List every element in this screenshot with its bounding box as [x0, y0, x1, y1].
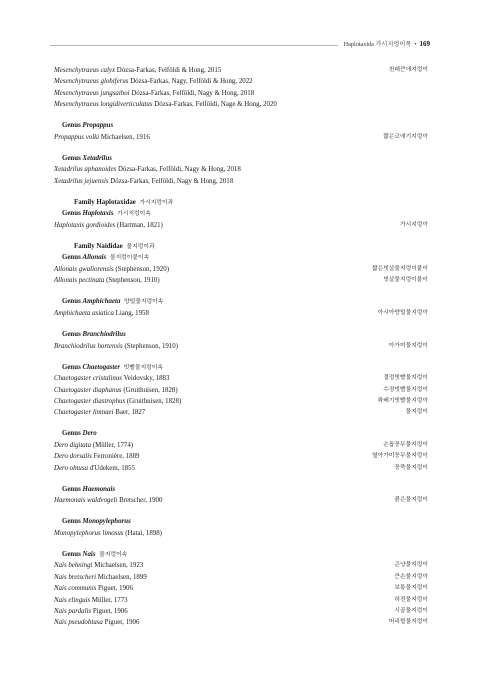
family-name: Family Haplotaxidae — [74, 198, 136, 206]
korean-common-name: 꽈배기빗빨물지렁이 — [377, 397, 428, 404]
header-rule — [50, 45, 338, 46]
species-entry — [54, 132, 428, 143]
author-citation: Michaelsen, 1916 — [100, 133, 150, 141]
genus-korean-name: 물지렁이속 — [99, 551, 128, 558]
korean-common-name: 가시지렁이 — [400, 221, 428, 228]
scientific-name: Haemonais waldvogeli — [54, 497, 118, 505]
genus-heading — [54, 120, 428, 132]
species-entry — [54, 528, 428, 539]
scientific-name: Haplotaxis gordioides — [54, 221, 116, 229]
author-citation: d'Udekem, 1855 — [89, 464, 136, 472]
author-citation: Dózsa-Farkas, Felföldi, Nagy & Hong, 2018 — [131, 89, 255, 97]
genus-name: Branchiodrilus — [82, 331, 126, 339]
species-entry — [54, 65, 428, 76]
scientific-name: Chaetogaster limnaei — [54, 409, 114, 417]
author-citation: (Müller, 1774) — [92, 441, 134, 449]
species-entry — [54, 220, 428, 231]
scientific-name: Mesenchytraeus globiferus — [54, 78, 129, 86]
species-entry — [54, 275, 428, 286]
genus-korean-name: 물지렁이붙이속 — [109, 255, 150, 262]
author-citation: (Hatai, 1898) — [125, 529, 162, 537]
section-spacer — [54, 187, 428, 197]
korean-common-name: 아가미물지렁이 — [388, 342, 428, 349]
author-citation: Müller, 1773 — [91, 596, 128, 604]
korean-common-name: 천래큰애지렁이 — [388, 67, 428, 73]
korean-common-name: 시골물지렁이 — [394, 608, 428, 615]
korean-common-name: 곤냥물지렁이 — [394, 562, 428, 569]
family-name: Family Naididae — [74, 242, 123, 250]
author-citation: Michaelsen, 1899 — [97, 573, 147, 581]
genus-name: Nais — [82, 550, 96, 558]
genus-name: Haemonais — [82, 485, 116, 493]
korean-common-name: 빗살물지렁이붙이 — [383, 277, 428, 284]
genus-name: Chaetogaster — [82, 363, 121, 371]
korean-common-name: 꽁뚝물지렁이 — [394, 464, 428, 471]
scientific-name: Xetadrilus jejuensis — [54, 177, 109, 185]
species-entry — [54, 617, 428, 628]
family-korean-name: 물지렁이과 — [126, 243, 155, 250]
genus-label: Genus — [62, 430, 81, 438]
scientific-name: Propappus volki — [54, 133, 100, 141]
author-citation: (Gruithuisen, 1828) — [123, 386, 178, 394]
genus-label: Genus — [62, 550, 81, 558]
genus-heading — [54, 296, 428, 308]
korean-common-name: 옆아가미꽁무물지렁이 — [372, 453, 428, 460]
korean-common-name: 보통물지렁이 — [394, 585, 428, 592]
author-citation: Ferronière, 1889 — [93, 453, 140, 461]
genus-heading — [54, 428, 428, 440]
korean-common-name: 머리털물지렁이 — [388, 619, 428, 626]
korean-common-name: 결정빗빨물지렁이 — [383, 375, 428, 382]
author-citation: (Stephenson, 1910) — [106, 277, 160, 285]
genus-label: Genus — [62, 154, 81, 162]
korean-common-name: 허전물지렁이 — [394, 596, 428, 603]
scientific-name: Mesenchytraeus longidiverticulatus — [54, 101, 153, 109]
scientific-name: Mesenchytraeus calyx — [54, 67, 116, 74]
author-citation: Dózsa-Farkas, Felföldi, Nage & Hong, 2020 — [154, 101, 277, 109]
header-section-title: Haplotaxida 가시지렁이목 — [343, 41, 412, 48]
genus-heading — [54, 329, 428, 341]
genus-name: Propappus — [82, 122, 114, 130]
section-spacer — [54, 539, 428, 549]
scientific-name: Xetadrilus aphanoides — [54, 166, 117, 174]
section-spacer — [54, 143, 428, 153]
scientific-name: Nais communis — [54, 585, 97, 593]
species-entry — [54, 88, 428, 99]
korean-common-name: 수정빗빨물지렁이 — [383, 386, 428, 393]
korean-common-name: 짧은빗살물지렁이붙이 — [372, 266, 428, 273]
scientific-name: Allonais gwaliorensis — [54, 266, 114, 274]
genus-name: Xetadrilus — [82, 154, 112, 162]
species-entry — [54, 560, 428, 571]
genus-label: Genus — [62, 210, 81, 218]
scientific-name: Chaetogaster cristalinus — [54, 375, 122, 383]
scientific-name: Nais behningi — [54, 562, 93, 570]
species-entry — [54, 463, 428, 474]
genus-heading — [54, 252, 428, 264]
genus-label: Genus — [62, 363, 81, 371]
genus-name: Haplotaxis — [82, 210, 114, 218]
section-spacer — [54, 352, 428, 362]
header-label — [344, 39, 430, 48]
korean-common-name: 손꼽꽁무물지렁이 — [383, 441, 428, 448]
species-entry — [54, 396, 428, 407]
author-citation: Bretscher, 1900 — [119, 497, 163, 505]
species-entry — [54, 440, 428, 451]
species-entry — [54, 264, 428, 275]
header-bullet: • — [414, 41, 417, 48]
author-citation: Piguet, 1906 — [92, 608, 128, 616]
author-citation: (Hartman, 1821) — [116, 221, 163, 229]
scientific-name: Mesenchytraeus jungsaihoi — [54, 89, 130, 97]
scientific-name: Chaetogaster diastrophus — [54, 397, 126, 405]
author-citation: (Gruithuisen, 1828) — [126, 397, 182, 405]
species-entry — [54, 451, 428, 462]
genus-name: Amphichaeta — [82, 298, 121, 306]
section-spacer — [54, 319, 428, 329]
korean-common-name: 짧은코애기지렁이 — [383, 133, 428, 140]
scientific-name: Monopylephorus limosus — [54, 529, 124, 537]
section-spacer — [54, 231, 428, 241]
species-entry — [54, 373, 428, 384]
species-entry — [54, 606, 428, 617]
scientific-name: Dero digitata — [54, 441, 92, 449]
species-checklist — [54, 65, 428, 629]
family-heading — [54, 197, 428, 209]
section-spacer — [54, 287, 428, 297]
species-entry — [54, 76, 428, 87]
section-spacer — [54, 111, 428, 121]
page-number: 169 — [419, 40, 430, 48]
species-entry — [54, 99, 428, 110]
scientific-name: Nais bretscheri — [54, 573, 97, 581]
species-entry — [54, 495, 428, 506]
genus-heading — [54, 153, 428, 165]
genus-name: Monopylephorus — [82, 518, 131, 526]
author-citation: Piguet, 1906 — [104, 619, 140, 627]
species-entry — [54, 407, 428, 418]
korean-common-name: 붉은물지렁이 — [394, 497, 428, 504]
species-entry — [54, 176, 428, 187]
author-citation: (Stephenson, 1920) — [115, 266, 169, 274]
genus-label: Genus — [62, 254, 81, 262]
genus-name: Allonais — [82, 254, 107, 262]
scientific-name: Allonais pectinata — [54, 277, 105, 285]
author-citation: Michaelsen, 1923 — [94, 562, 144, 570]
author-citation: Veidovsky, 1883 — [123, 375, 170, 383]
genus-name: Dero — [82, 430, 97, 438]
species-entry — [54, 385, 428, 396]
genus-korean-name: 빗빨물지렁이속 — [123, 364, 163, 371]
genus-heading — [54, 208, 428, 220]
species-entry — [54, 164, 428, 175]
korean-common-name: 큰손물지렁이 — [394, 573, 428, 580]
scientific-name: Amphichaeta asiatica — [54, 310, 114, 318]
scientific-name: Nais elinguis — [54, 596, 91, 604]
author-citation: Liang, 1958 — [115, 310, 149, 318]
family-korean-name: 가시지렁이과 — [139, 199, 174, 206]
genus-label: Genus — [62, 518, 81, 526]
section-spacer — [54, 419, 428, 429]
species-entry — [54, 595, 428, 606]
scientific-name: Dero dorsalis — [54, 453, 92, 461]
species-entry — [54, 308, 428, 319]
genus-heading — [54, 362, 428, 374]
genus-label: Genus — [62, 298, 81, 306]
scientific-name: Branchiodrilus hortensis — [54, 342, 123, 350]
genus-label: Genus — [62, 485, 81, 493]
scientific-name: Chaetogaster diaphanus — [54, 386, 122, 394]
species-entry — [54, 341, 428, 352]
family-heading — [54, 241, 428, 253]
genus-korean-name: 가시지렁이속 — [117, 211, 151, 218]
genus-label: Genus — [62, 122, 81, 130]
species-entry — [54, 583, 428, 594]
genus-heading — [54, 516, 428, 528]
author-citation: Baer, 1827 — [115, 409, 146, 417]
author-citation: Dózsa-Farkas, Felföldi & Hong, 2015 — [116, 67, 222, 74]
author-citation: Dózsa-Farkas, Felföldi, Nagy & Hong, 2018 — [117, 166, 241, 174]
scientific-name: Dero obtusa — [54, 464, 89, 472]
korean-common-name: 물지렁이 — [405, 409, 428, 416]
author-citation: Piguet, 1906 — [98, 585, 133, 593]
genus-heading — [54, 549, 428, 561]
running-header — [50, 38, 430, 52]
species-entry — [54, 572, 428, 583]
section-spacer — [54, 474, 428, 484]
author-citation: Dózsa-Farkas, Felföldi, Nagy & Hong, 2018 — [110, 177, 234, 185]
author-citation: (Stephenson, 1910) — [124, 342, 179, 350]
korean-common-name: 아시아양털물지렁이 — [377, 310, 428, 317]
scientific-name: Nais pardalis — [54, 608, 92, 616]
section-spacer — [54, 507, 428, 517]
author-citation: Dózsa-Farkas, Nagy, Felföldi & Hong, 2022 — [130, 78, 253, 86]
genus-label: Genus — [62, 331, 81, 339]
scientific-name: Nais pseudobtusa — [54, 619, 103, 627]
genus-heading — [54, 484, 428, 496]
genus-korean-name: 양털물지렁이속 — [124, 299, 164, 306]
